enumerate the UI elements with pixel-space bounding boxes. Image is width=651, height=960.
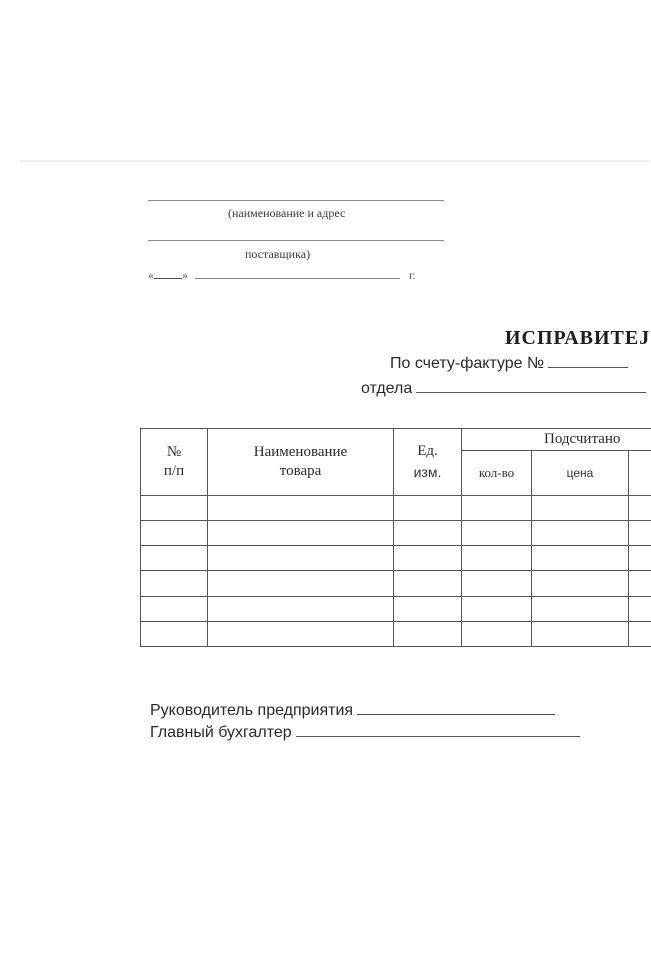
- table-cell: [141, 496, 208, 521]
- table-cell: [629, 571, 651, 597]
- date-close-quote: »: [182, 268, 188, 282]
- table-cell: [208, 496, 394, 521]
- invoice-number-row: [390, 355, 628, 373]
- table-cell: [532, 571, 629, 597]
- table-cell: [462, 546, 532, 571]
- table-cell: [394, 521, 462, 546]
- table-cell: [394, 546, 462, 571]
- col-name-line2: товара: [279, 463, 322, 479]
- table-cell: [208, 597, 394, 622]
- date-field: [148, 268, 416, 283]
- table-cell: [629, 597, 651, 622]
- col-qty-header: кол-во: [462, 451, 532, 496]
- accountant-signature-blank: [296, 735, 580, 737]
- table-cell: [208, 521, 394, 546]
- table-cell: [462, 496, 532, 521]
- table-cell: [208, 622, 394, 647]
- table-cell: [394, 597, 462, 622]
- director-signature-blank: [357, 713, 555, 715]
- col-unit-line2: изм.: [413, 464, 442, 480]
- department-label: отдела: [361, 380, 413, 397]
- table-cell: [629, 546, 651, 571]
- invoice-number-blank: [548, 366, 628, 368]
- col-price-header: цена: [532, 451, 629, 496]
- table-cell: [532, 521, 629, 546]
- table-row: [141, 496, 651, 521]
- col-name-line1: Наименование: [253, 444, 348, 460]
- table-row: [141, 622, 651, 647]
- supplier-caption-line1: (наименование и адрес: [228, 206, 346, 220]
- col-extra-header: [629, 451, 651, 496]
- col-num-header: [141, 429, 208, 496]
- table-row: [141, 571, 651, 597]
- date-open-quote: «: [148, 268, 154, 282]
- supplier-address-line: [148, 240, 444, 241]
- table-cell: [141, 622, 208, 647]
- col-unit-line1: Ед.: [417, 443, 438, 459]
- supplier-caption-line2: поставщика): [245, 247, 311, 261]
- table-header-row-1: [141, 429, 651, 451]
- table-cell: [532, 496, 629, 521]
- table-row: [141, 546, 651, 571]
- table-cell: [532, 622, 629, 647]
- accountant-row: [150, 724, 580, 742]
- invoice-label: По счету-фактуре №: [390, 355, 545, 372]
- table-cell: [141, 571, 208, 597]
- table-row: [141, 521, 651, 546]
- table-cell: [394, 496, 462, 521]
- table-cell: [462, 597, 532, 622]
- department-blank: [416, 391, 646, 393]
- table-cell: [394, 571, 462, 597]
- date-month-blank: [195, 277, 400, 279]
- accountant-label: Главный бухгалтер: [150, 724, 292, 741]
- supplier-name-line: [148, 200, 444, 201]
- col-unit-header: [394, 429, 462, 496]
- table-cell: [462, 521, 532, 546]
- table-cell: [208, 571, 394, 597]
- col-num-line1: №: [166, 444, 182, 460]
- table-cell: [532, 546, 629, 571]
- goods-table: [140, 428, 651, 647]
- table-cell: [462, 622, 532, 647]
- scan-artifact: [20, 160, 650, 162]
- table-cell: [141, 597, 208, 622]
- table-cell: [629, 496, 651, 521]
- table-cell: [141, 546, 208, 571]
- table-row: [141, 597, 651, 622]
- col-name-header: [208, 429, 394, 496]
- date-day-blank: [154, 277, 182, 279]
- department-row: [361, 380, 646, 398]
- table-cell: [629, 622, 651, 647]
- director-label: Руководитель предприятия: [150, 702, 354, 719]
- group-counted-header: Подсчитано: [462, 429, 651, 451]
- director-row: [150, 702, 555, 720]
- table-cell: [629, 521, 651, 546]
- year-suffix: г.: [409, 268, 416, 282]
- table-cell: [532, 597, 629, 622]
- table-cell: [462, 571, 532, 597]
- table-cell: [141, 521, 208, 546]
- table-cell: [208, 546, 394, 571]
- table-cell: [394, 622, 462, 647]
- document-title: ИСПРАВИТЕЈ: [505, 327, 651, 349]
- col-num-line2: п/п: [163, 463, 185, 479]
